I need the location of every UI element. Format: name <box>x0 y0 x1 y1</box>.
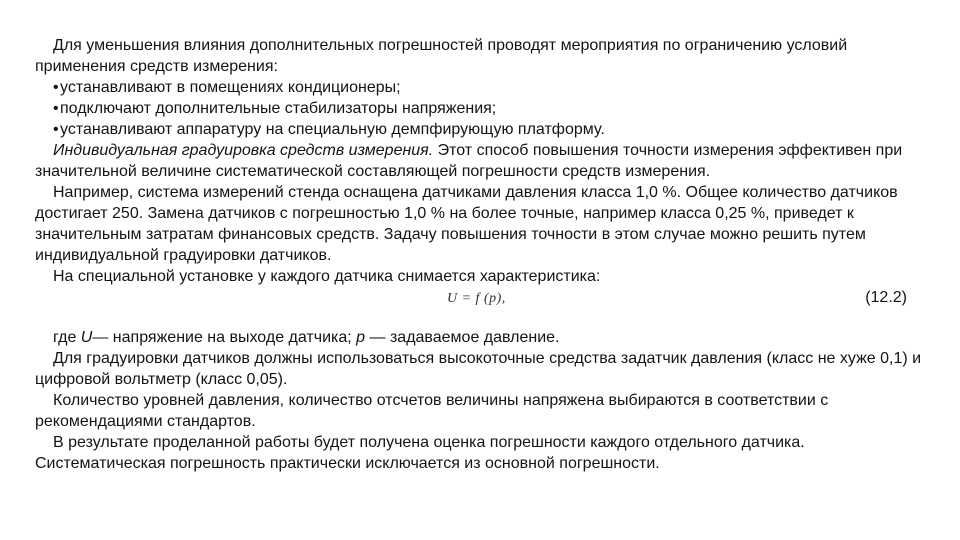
method-term: Индивидуальная градуировка средств измерения. <box>53 142 434 159</box>
formula-row <box>35 287 925 311</box>
formula-number: (12.2) <box>865 289 907 306</box>
u-description: — напряжение на выходе датчика; <box>92 329 357 346</box>
bullet-text: подключают дополнительные стабилизаторы напряжения; <box>60 100 497 117</box>
bullet-item <box>35 77 925 98</box>
bullet-icon: • <box>53 79 59 96</box>
bullet-item <box>35 119 925 140</box>
document-body <box>35 35 925 474</box>
method-paragraph <box>35 140 925 182</box>
spacer <box>35 311 925 327</box>
variable-p: p <box>356 329 366 346</box>
where-prefix: где <box>53 329 81 346</box>
levels-paragraph: Количество уровней давления, количество отсчетов величины напряжена выбираются в соответствии с рекомендациями стандартов. <box>35 392 829 430</box>
result-paragraph: В результате проделанной работы будет получена оценка погрешности каждого отдельного датчика. Систематическая погрешность практически исключается из основной погрешности. <box>35 434 805 472</box>
formula: U = f (p), <box>447 291 506 306</box>
intro-paragraph: Для уменьшения влияния дополнительных погрешностей проводят мероприятия по ограничению условий применения средств измерения: <box>35 37 848 75</box>
bullet-text: устанавливают аппаратуру на специальную демпфирующую платформу. <box>60 121 605 138</box>
setup-paragraph: На специальной установке у каждого датчика снимается характеристика: <box>53 268 601 285</box>
bullet-item <box>35 98 925 119</box>
bullet-icon: • <box>53 121 59 138</box>
method-text: Этот способ повышения точности измерения эффективен при значительной величине систематической составляющей погрешности средств измерения. <box>35 142 903 180</box>
example-paragraph: Например, система измерений стенда оснащена датчиками давления класса 1,0 %. Общее количество датчиков достигает 250. Замена датчиков с погрешностью 1,0 % на более точные, например класса 0,25 %, приведет к значительным затратам финансовых средств. Задачу повышения точности в этом случае можно решить путем индивидуальной градуировки датчиков. <box>35 184 898 264</box>
bullet-text: устанавливают в помещениях кондиционеры; <box>60 79 401 96</box>
p-description: — задаваемое давление. <box>365 329 560 346</box>
calibration-paragraph: Для градуировки датчиков должны использоваться высокоточные средства задатчик давления (класс не хуже 0,1) и цифровой вольтметр (класс 0,05). <box>35 350 922 388</box>
variable-u: U <box>80 329 93 346</box>
where-paragraph <box>35 327 925 348</box>
bullet-icon: • <box>53 100 59 117</box>
